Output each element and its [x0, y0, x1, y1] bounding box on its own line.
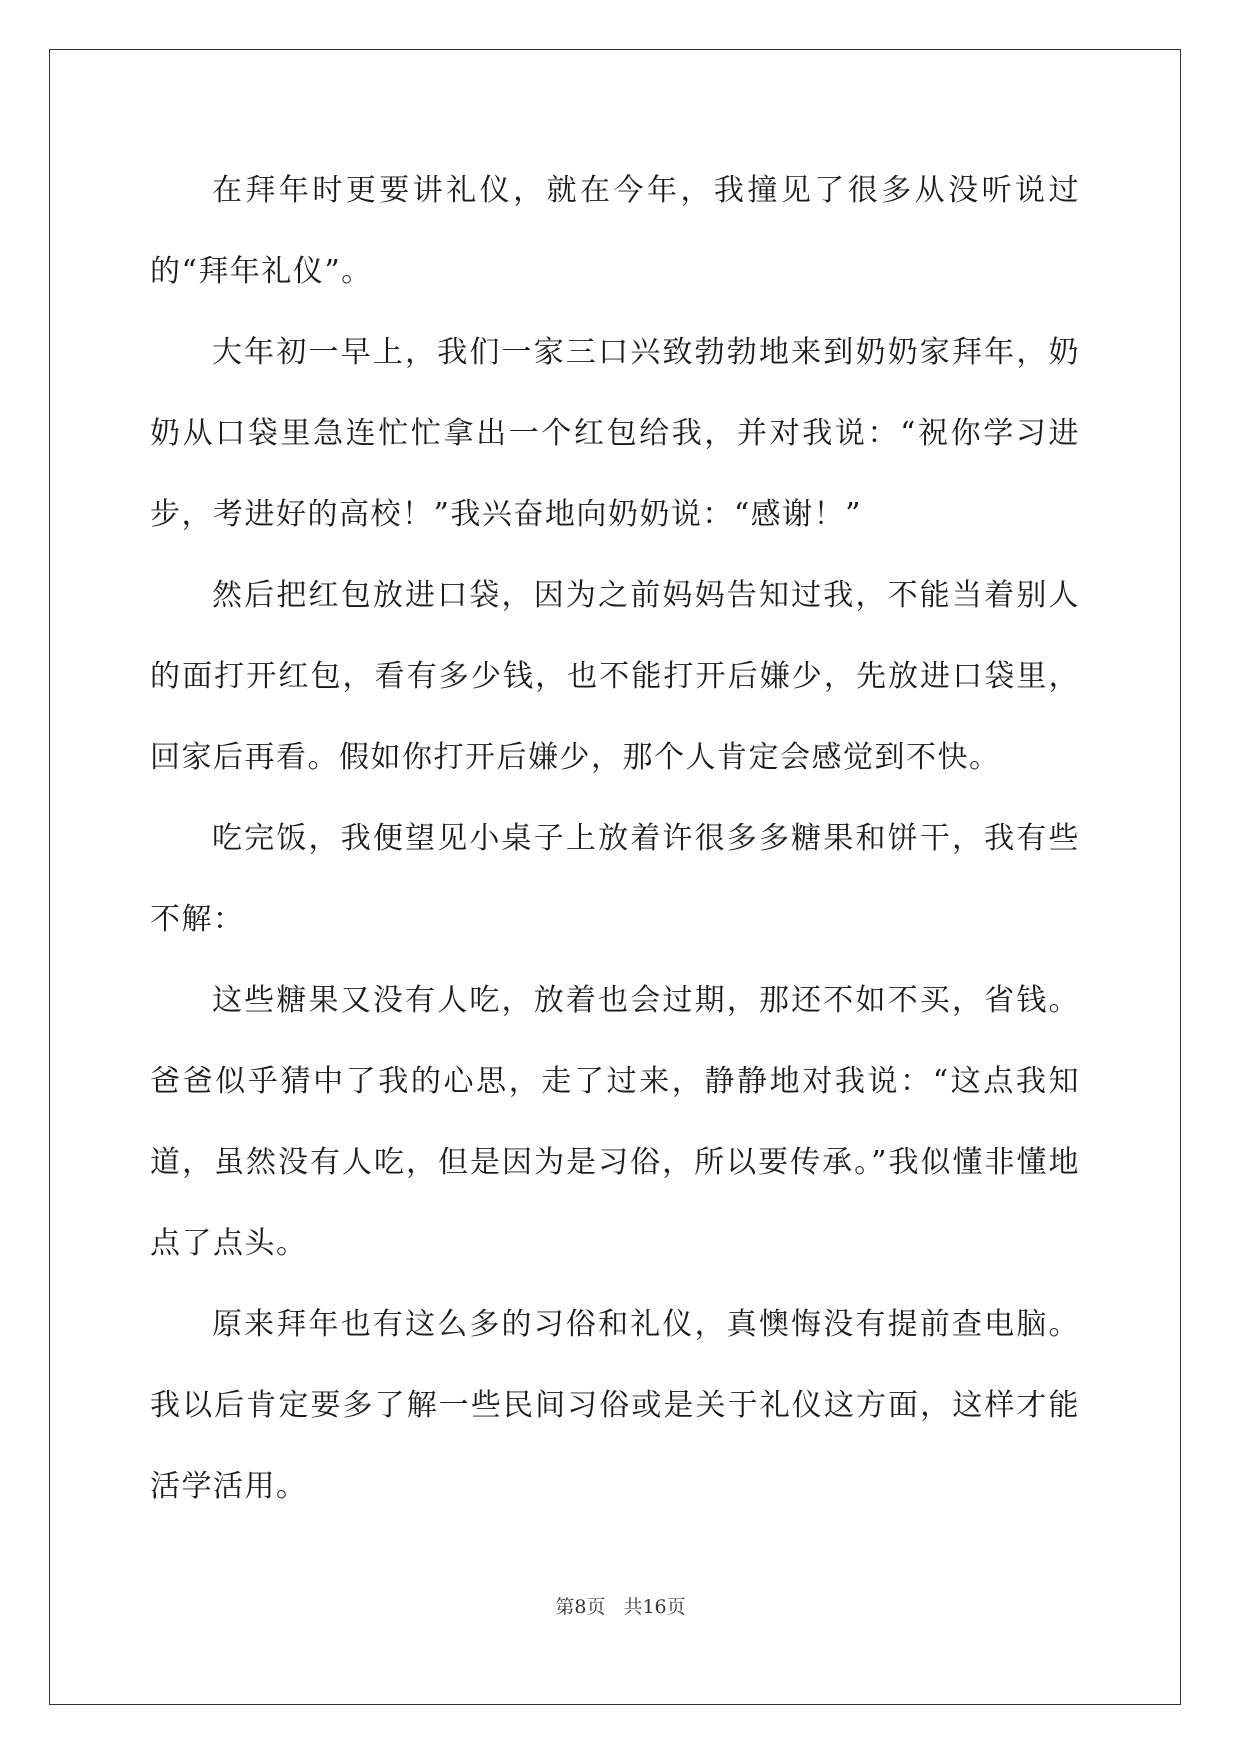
paragraph: 大年初一早上，我们一家三口兴致勃勃地来到奶奶家拜年，奶奶从口袋里急连忙忙拿出一个红包给我，并对我说：“祝你学习进步，考进好的高校！”我兴奋地向奶奶说：“感谢！”	[150, 335, 1080, 532]
page-footer	[0, 1592, 1241, 1619]
document-body	[150, 150, 1080, 1527]
paragraph: 原来拜年也有这么多的习俗和礼仪，真懊悔没有提前查电脑。我以后肯定要多了解一些民间习俗或是关于礼仪这方面，这样才能活学活用。	[150, 1307, 1080, 1504]
paragraph: 然后把红包放进口袋，因为之前妈妈告知过我，不能当着别人的面打开红包，看有多少钱，也不能打开后嫌少，先放进口袋里，回家后再看。假如你打开后嫌少，那个人肯定会感觉到不快。	[150, 578, 1080, 775]
paragraph: 这些糖果又没有人吃，放着也会过期，那还不如不买，省钱。爸爸似乎猜中了我的心思，走了过来，静静地对我说：“这点我知道，虽然没有人吃，但是因为是习俗，所以要传承。”我似懂非懂地点了点头。	[150, 983, 1080, 1261]
page-number: 第8页	[555, 1596, 606, 1618]
page-total: 共16页	[623, 1596, 686, 1618]
paragraph: 吃完饭，我便望见小桌子上放着许很多多糖果和饼干，我有些不解：	[150, 821, 1080, 937]
paragraph: 在拜年时更要讲礼仪，就在今年，我撞见了很多从没听说过的“拜年礼仪”。	[150, 173, 1080, 289]
